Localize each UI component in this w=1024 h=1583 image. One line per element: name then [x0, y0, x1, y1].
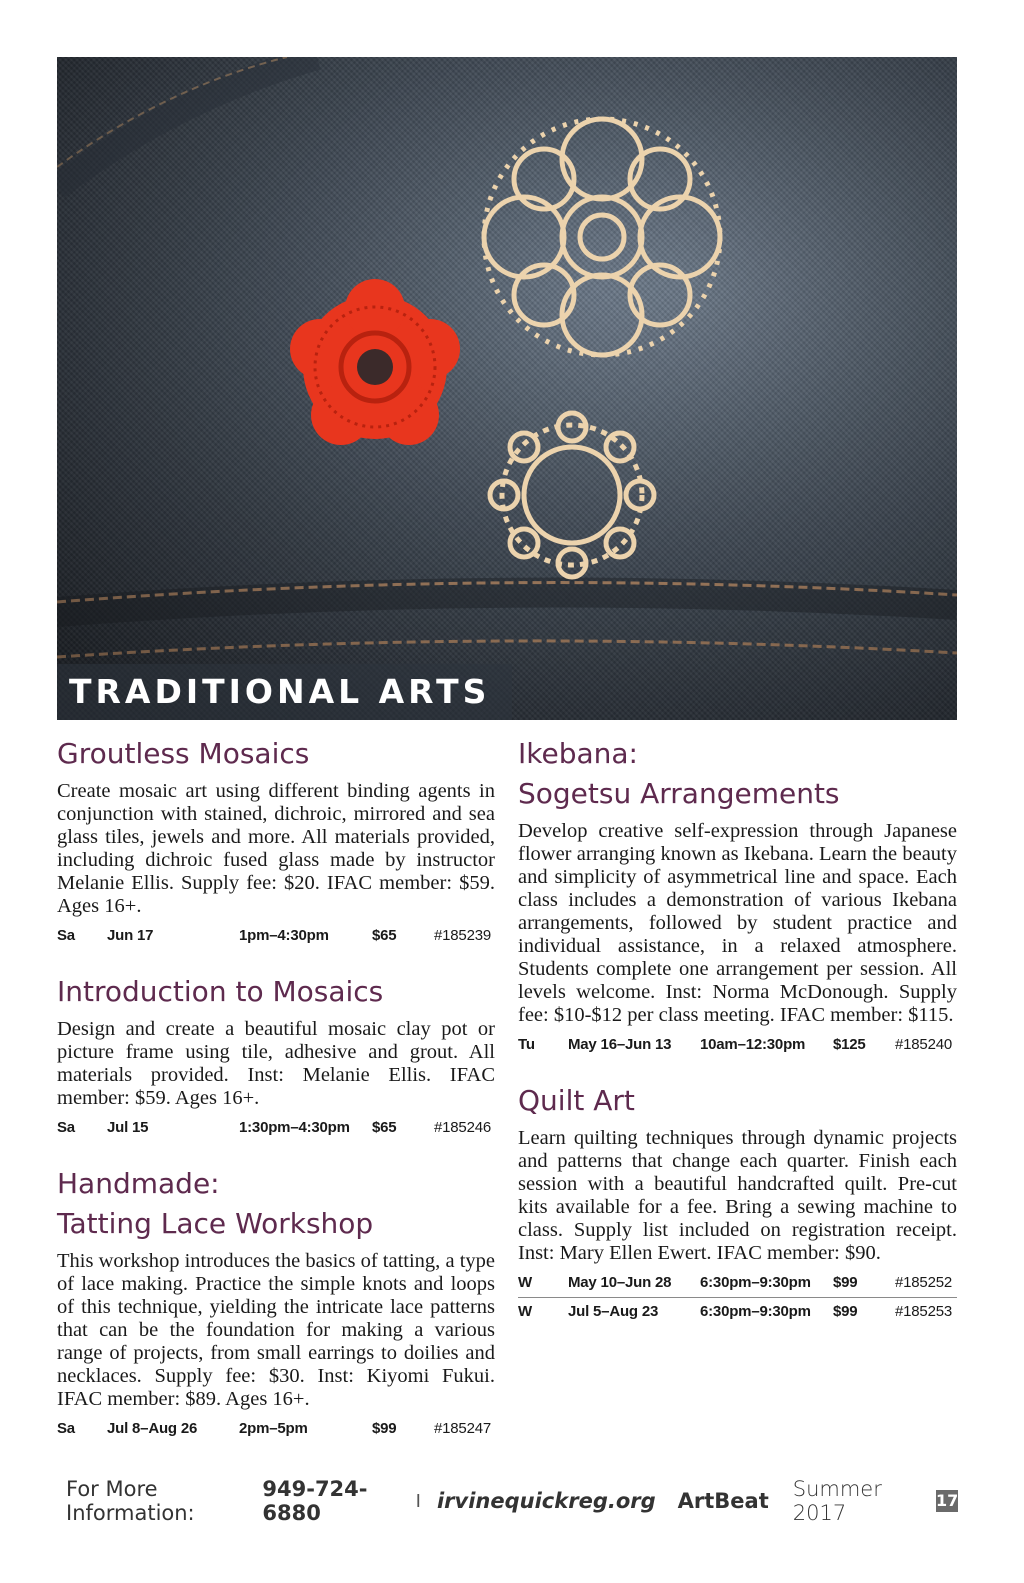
session-time: 2pm–5pm — [239, 1420, 308, 1437]
course-title — [57, 734, 495, 774]
session-price: $65 — [372, 1119, 397, 1136]
session-price: $99 — [833, 1303, 858, 1320]
course-number: #185240 — [895, 1036, 952, 1053]
course-title — [57, 972, 495, 1012]
course-number: #185239 — [434, 927, 491, 944]
session-row — [518, 1297, 957, 1326]
course-title-line: Tatting Lace Workshop — [57, 1207, 374, 1240]
course-introduction-to-mosaics — [57, 972, 495, 1142]
session-dates: Jul 5–Aug 23 — [568, 1303, 659, 1320]
session-list — [518, 1031, 957, 1059]
course-number: #185247 — [434, 1420, 491, 1437]
course-title — [518, 1081, 957, 1121]
section-label: TRADITIONAL ARTS — [57, 664, 512, 720]
publication-season: Summer 2017 — [792, 1477, 882, 1525]
session-time: 10am–12:30pm — [700, 1036, 806, 1053]
course-description: This workshop introduces the basics of tatting, a type of lace making. Practice the simple knots and loops of this technique, yielding the intricate lace patterns that can be the foundation for making a various range of projects, from small earrings to doilies and necklaces. Supply fee: $30. Inst: Kiyomi Fukui. IFAC member: $89. Ages 16+. — [57, 1250, 495, 1410]
course-groutless-mosaics — [57, 734, 495, 950]
course-description: Create mosaic art using different binding agents in conjunction with stained, dichroic, mirrored and sea glass tiles, jewels and more. All materials provided, including dichroic fused glass made by instructor Melanie Ellis. Supply fee: $20. IFAC member: $59. Ages 16+. — [57, 780, 495, 917]
session-dates: Jul 8–Aug 26 — [107, 1420, 198, 1437]
session-row — [57, 1114, 495, 1142]
session-time: 1:30pm–4:30pm — [239, 1119, 350, 1136]
course-title — [518, 734, 957, 814]
session-dates: May 16–Jun 13 — [568, 1036, 672, 1053]
course-title-line: Quilt Art — [518, 1084, 635, 1117]
session-list — [57, 1114, 495, 1142]
course-title-line: Handmade: — [57, 1167, 220, 1200]
course-title-line: Introduction to Mosaics — [57, 975, 384, 1008]
info-label: For More Information: — [66, 1477, 195, 1525]
course-number: #185246 — [434, 1119, 491, 1136]
session-list — [57, 922, 495, 950]
tatting-lace-on-denim-illustration — [57, 57, 957, 720]
session-dates: Jul 15 — [107, 1119, 149, 1136]
course-title-line: Groutless Mosaics — [57, 737, 310, 770]
session-day: W — [518, 1303, 532, 1320]
session-price: $65 — [372, 927, 397, 944]
course-title-line: Ikebana: — [518, 737, 638, 770]
session-time: 6:30pm–9:30pm — [700, 1274, 811, 1291]
page-footer — [66, 1477, 959, 1525]
phone-number[interactable]: 949-724-6880 — [262, 1477, 368, 1525]
session-day: Sa — [57, 927, 75, 944]
session-day: Sa — [57, 1119, 75, 1136]
session-time: 6:30pm–9:30pm — [700, 1303, 811, 1320]
course-description: Learn quilting techniques through dynamic projects and patterns that change each quarter. Finish each session with a beautiful handcrafted quilt. Pre-cut kits available for a fee. Bring a sewing machine to class. Supply list included on registration receipt. Inst: Mary Ellen Ewert. IFAC member: $90. — [518, 1127, 957, 1264]
session-dates: May 10–Jun 28 — [568, 1274, 672, 1291]
session-row — [518, 1031, 957, 1059]
course-number: #185252 — [895, 1274, 952, 1291]
course-description: Design and create a beautiful mosaic clay pot or picture frame using tile, adhesive and grout. All materials provided. Inst: Melanie Ellis. IFAC member: $59. Ages 16+. — [57, 1018, 495, 1109]
course-title — [57, 1164, 495, 1244]
course-description: Develop creative self-expression through Japanese flower arranging known as Ikebana. Learn the beauty and simplicity of asymmetrical line and space. Each class includes a demonstration of various Ikebana arrangements, followed by student practice and individual assistance, in a relaxed atmosphere. Students complete one arrangement per session. All levels welcome. Inst: Norma McDonough. Supply fee: $10-$12 per class meeting. IFAC member: $115. — [518, 820, 957, 1026]
session-day: Tu — [518, 1036, 535, 1053]
session-price: $99 — [372, 1420, 397, 1437]
session-list — [518, 1269, 957, 1326]
publication-name: ArtBeat — [677, 1489, 769, 1513]
course-title-line: Sogetsu Arrangements — [518, 777, 840, 810]
right-column — [518, 734, 957, 1348]
left-column — [57, 734, 495, 1465]
page-number: 17 — [936, 1491, 959, 1510]
website-link[interactable]: irvinequickreg.org — [436, 1489, 656, 1513]
session-price: $125 — [833, 1036, 866, 1053]
course-quilt-art — [518, 1081, 957, 1326]
session-row — [57, 922, 495, 950]
session-day: W — [518, 1274, 532, 1291]
session-row — [57, 1415, 495, 1443]
session-time: 1pm–4:30pm — [239, 927, 329, 944]
course-tatting-lace-workshop — [57, 1164, 495, 1443]
session-row — [518, 1269, 957, 1297]
session-price: $99 — [833, 1274, 858, 1291]
session-day: Sa — [57, 1420, 75, 1437]
course-number: #185253 — [895, 1303, 952, 1320]
session-list — [57, 1415, 495, 1443]
session-dates: Jun 17 — [107, 927, 154, 944]
hero-photo — [57, 57, 957, 720]
footer-separator: I — [415, 1490, 421, 1512]
course-ikebana — [518, 734, 957, 1059]
